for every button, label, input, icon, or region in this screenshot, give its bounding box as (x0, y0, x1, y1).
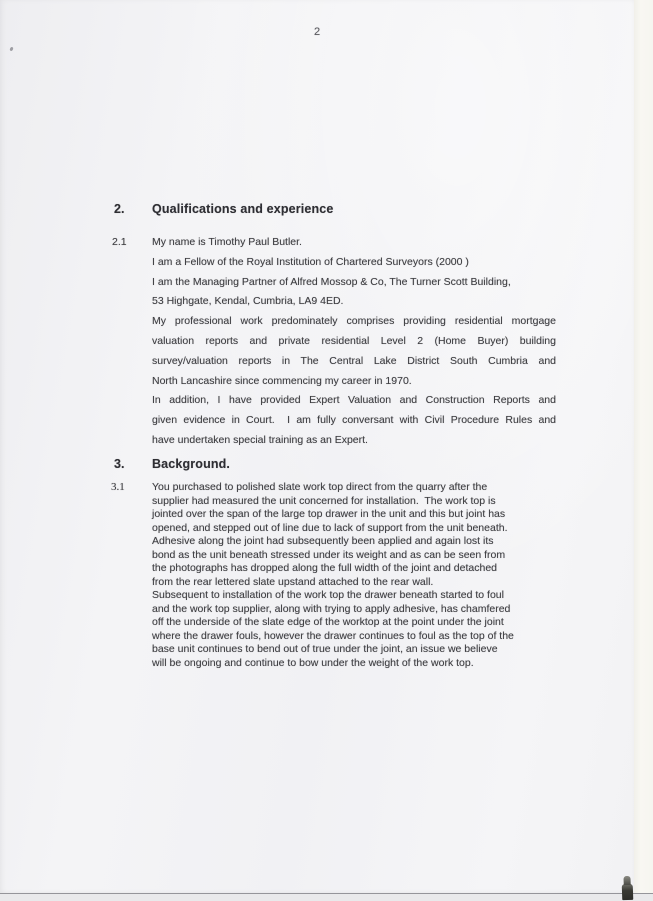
section-3-title: Background. (152, 457, 231, 471)
text-line: supplier had measured the unit concerned for installation. The work top is (152, 494, 496, 507)
text-line: jointed over the span of the large top drawer in the unit and this but joint has (152, 508, 506, 520)
text-line: off the underside of the slate edge of the worktop at the point under the joint (152, 616, 504, 628)
text-line: My name is Timothy Paul Butler. (152, 236, 302, 248)
text-line: given evidence in Court. I am fully conversant with Civil Procedure Rules and (152, 414, 556, 427)
text-line: I am a Fellow of the Royal Institution of Chartered Surveyors (2000 ) (152, 255, 469, 268)
text-line: have undertaken special training as an Expert. (152, 433, 368, 446)
paragraph-3-1-number: 3.1 (111, 481, 125, 493)
text-line: My professional work predominately comprises providing residential mortgage (152, 315, 556, 328)
section-2-title: Qualifications and experience (152, 202, 334, 216)
text-line: where the drawer fouls, however the drawer continues to foul as the top of the (152, 629, 514, 642)
section-3-heading (0, 457, 634, 473)
text-line: from the rear lettered slate upstand attached to the rear wall. (152, 575, 434, 588)
paragraph-2-1 (152, 233, 556, 451)
section-3-number: 3. (114, 457, 125, 471)
text-line: 53 Highgate, Kendal, Cumbria, LA9 4ED. (152, 295, 344, 308)
text-line: North Lancashire since commencing my career in 1970. (152, 374, 412, 387)
text-line: Adhesive along the joint had subsequently been applied and again lost its (152, 535, 494, 547)
text-line: opened, and stepped out of line due to lack of support from the unit beneath. (152, 521, 508, 534)
page-number: 2 (313, 26, 321, 38)
text-line: In addition, I have provided Expert Valuation and Construction Reports and (152, 394, 556, 407)
text-line: valuation reports and private residential Level 2 (Home Buyer) building (152, 334, 556, 347)
section-2-heading (0, 202, 634, 218)
text-line: base unit continues to bend out of true under the joint, an issue we believe (152, 643, 498, 655)
section-2-number: 2. (114, 202, 125, 216)
page-edge-right (634, 0, 653, 894)
text-line: and the work top supplier, along with trying to apply adhesive, has chamfered (152, 602, 511, 615)
text-line: I am the Managing Partner of Alfred Mossop & Co, The Turner Scott Building, (152, 275, 511, 288)
text-line: Subsequent to installation of the work top the drawer beneath started to foul (152, 589, 504, 601)
text-line: bond as the unit beneath stressed under its weight and as can be seen from (152, 548, 506, 561)
text-line: will be ongoing and continue to bow under the weight of the work top. (152, 656, 474, 669)
text-line: survey/valuation reports in The Central Lake District South Cumbria and (152, 354, 556, 367)
paragraph-2-1-number: 2.1 (112, 236, 127, 248)
scan-speck (9, 47, 13, 52)
scan-mark (622, 884, 634, 900)
paragraph-3-1 (152, 481, 556, 670)
text-line: the photographs has dropped along the full width of the joint and detached (152, 562, 498, 574)
text-line: You purchased to polished slate work top direct from the quarry after the (152, 481, 488, 493)
